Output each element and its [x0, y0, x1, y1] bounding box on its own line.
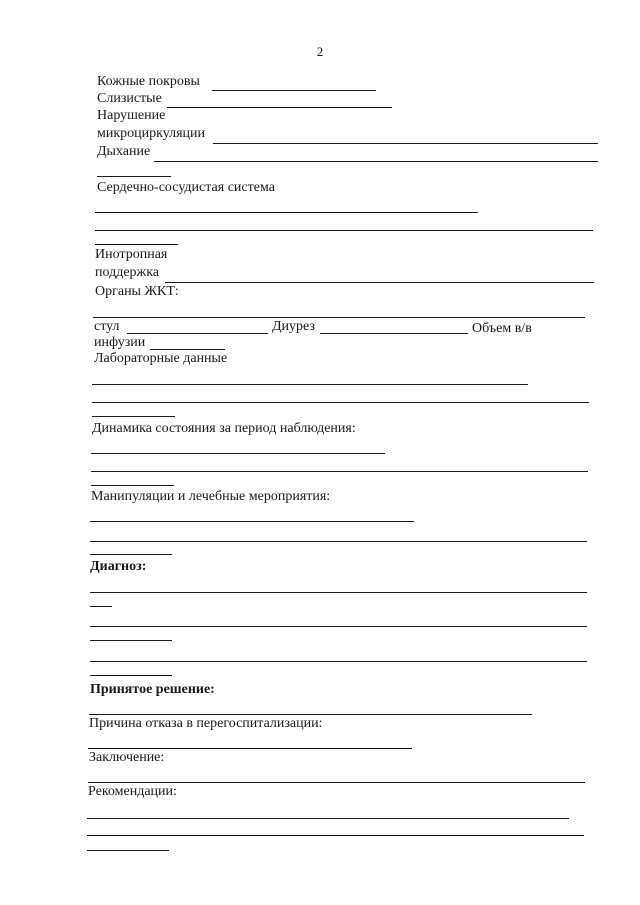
- field-manipulations-3[interactable]: [90, 554, 172, 555]
- field-diuresis[interactable]: [320, 333, 468, 334]
- label-refusal-reason: Причина отказа в перегоспитализации:: [89, 716, 323, 731]
- label-cardiovascular: Сердечно-сосудистая система: [97, 180, 275, 195]
- field-lab-2[interactable]: [92, 402, 589, 403]
- label-microcirculation-1: Нарушение: [97, 108, 166, 123]
- field-diagnosis-4[interactable]: [90, 640, 172, 641]
- field-recommendations-2[interactable]: [87, 835, 584, 836]
- field-diagnosis-1[interactable]: [90, 592, 587, 593]
- field-decision[interactable]: [89, 714, 532, 715]
- field-breathing[interactable]: [154, 161, 598, 162]
- label-breathing: Дыхание: [97, 144, 151, 159]
- field-mucous[interactable]: [167, 107, 392, 108]
- field-cardiovascular-3[interactable]: [95, 244, 178, 245]
- field-diagnosis-2[interactable]: [90, 606, 112, 607]
- field-inotropic[interactable]: [165, 282, 594, 283]
- label-infusions: инфузии: [94, 335, 146, 350]
- field-cardiovascular-1[interactable]: [95, 212, 478, 213]
- field-conclusion[interactable]: [88, 782, 585, 783]
- label-stool: стул: [94, 319, 120, 334]
- label-decision: Принятое решение:: [90, 682, 215, 697]
- label-lab-data: Лабораторные данные: [94, 351, 228, 366]
- field-dynamics-2[interactable]: [91, 471, 588, 472]
- field-recommendations-3[interactable]: [87, 850, 169, 851]
- field-microcirculation[interactable]: [213, 143, 598, 144]
- field-dynamics-1[interactable]: [91, 453, 385, 454]
- field-stool[interactable]: [127, 333, 268, 334]
- field-recommendations-1[interactable]: [87, 818, 569, 819]
- label-conclusion: Заключение:: [89, 750, 165, 765]
- field-skin[interactable]: [212, 90, 376, 91]
- field-infusions[interactable]: [150, 349, 225, 350]
- label-mucous: Слизистые: [97, 91, 162, 106]
- field-diagnosis-6[interactable]: [90, 675, 172, 676]
- label-recommendations: Рекомендации:: [88, 784, 177, 799]
- label-inotropic-1: Инотропная: [95, 247, 168, 262]
- label-microcirculation-2: микроциркуляции: [97, 126, 206, 141]
- label-inotropic-2: поддержка: [95, 265, 160, 280]
- label-manipulations: Манипуляции и лечебные мероприятия:: [91, 489, 331, 504]
- field-manipulations-1[interactable]: [90, 521, 414, 522]
- field-diagnosis-5[interactable]: [90, 661, 587, 662]
- field-diagnosis-3[interactable]: [90, 626, 587, 627]
- field-dynamics-3[interactable]: [91, 485, 174, 486]
- label-dynamics: Динамика состояния за период наблюдения:: [92, 421, 356, 436]
- label-gi-organs: Органы ЖКТ:: [95, 284, 179, 299]
- field-lab-3[interactable]: [92, 416, 175, 417]
- page-number: 2: [316, 44, 324, 59]
- label-iv-volume: Объем в/в: [472, 321, 532, 336]
- label-skin: Кожные покровы: [97, 74, 200, 89]
- field-gi-organs[interactable]: [93, 317, 585, 318]
- field-manipulations-2[interactable]: [90, 541, 587, 542]
- field-refusal-reason[interactable]: [88, 748, 412, 749]
- field-cardiovascular-2[interactable]: [95, 230, 593, 231]
- field-lab-1[interactable]: [92, 384, 528, 385]
- label-diuresis: Диурез: [272, 319, 315, 334]
- field-breathing-cont[interactable]: [97, 176, 171, 177]
- label-diagnosis: Диагноз:: [90, 559, 147, 574]
